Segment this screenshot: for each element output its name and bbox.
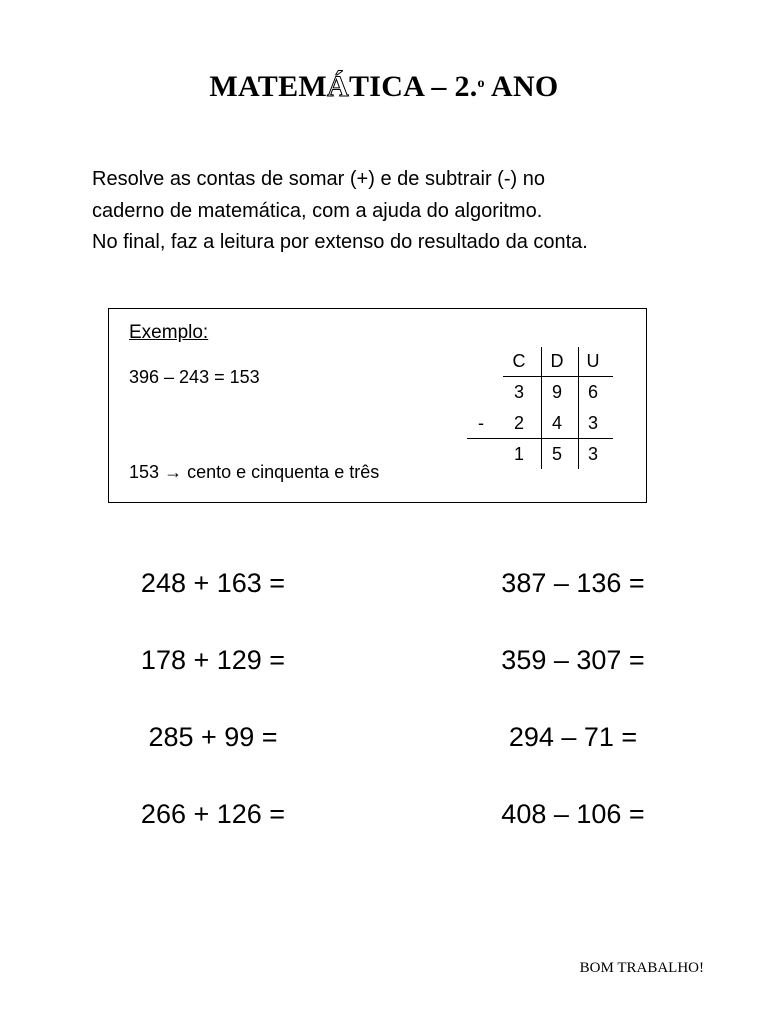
example-equation: 396 – 243 = 153 — [129, 367, 260, 387]
subtraction-exercise: 294 – 71 = — [508, 722, 638, 752]
title-part: ANO — [484, 70, 559, 103]
cdu-digit: 6 — [587, 382, 598, 402]
example-label: Exemplo: — [129, 322, 209, 343]
cdu-digit: 3 — [587, 413, 598, 433]
title-part: TICA – 2. — [348, 70, 478, 103]
title-outlined-letter: Á — [327, 70, 349, 103]
cdu-digit: 4 — [551, 413, 562, 433]
cdu-digit: 3 — [587, 444, 598, 464]
closing-message: BOM TRABALHO! — [579, 960, 704, 976]
instruction-line: Resolve as contas de somar (+) e de subtrair (-) no — [92, 168, 545, 190]
page-title — [0, 70, 768, 104]
example-box — [108, 308, 647, 503]
addition-exercise: 285 + 99 = — [148, 722, 278, 752]
reading-text: cento e cinquenta e três — [187, 462, 380, 482]
reading-number: 153 — [129, 462, 160, 482]
example-reading — [129, 462, 379, 483]
subtraction-exercise: 359 – 307 = — [501, 645, 645, 675]
cdu-header: U — [586, 351, 600, 371]
cdu-divider — [467, 438, 613, 439]
addition-exercise: 178 + 129 = — [140, 645, 286, 675]
cdu-digit: 3 — [513, 382, 524, 402]
addition-exercise: 248 + 163 = — [140, 568, 286, 598]
addition-exercise: 266 + 126 = — [140, 799, 286, 829]
subtraction-exercise: 387 – 136 = — [501, 568, 645, 598]
cdu-digit: 5 — [551, 444, 562, 464]
title-ordinal: o — [477, 76, 485, 91]
cdu-divider — [541, 347, 542, 469]
cdu-divider — [578, 347, 579, 469]
title-part: MATEM — [209, 70, 328, 103]
subtraction-exercise: 408 – 106 = — [501, 799, 645, 829]
right-arrow-icon: → — [164, 462, 183, 482]
cdu-header: C — [512, 351, 526, 371]
cdu-header: D — [550, 351, 564, 371]
instructions — [92, 164, 712, 259]
cdu-digit: 9 — [551, 382, 562, 402]
cdu-divider — [503, 376, 613, 377]
cdu-digit: 2 — [513, 413, 524, 433]
cdu-digit: 1 — [513, 444, 524, 464]
instruction-line: No final, faz a leitura por extenso do resultado da conta. — [92, 231, 588, 253]
cdu-operator: - — [478, 413, 484, 433]
instruction-line: caderno de matemática, com a ajuda do algoritmo. — [92, 199, 543, 222]
cdu-algorithm — [467, 347, 617, 469]
